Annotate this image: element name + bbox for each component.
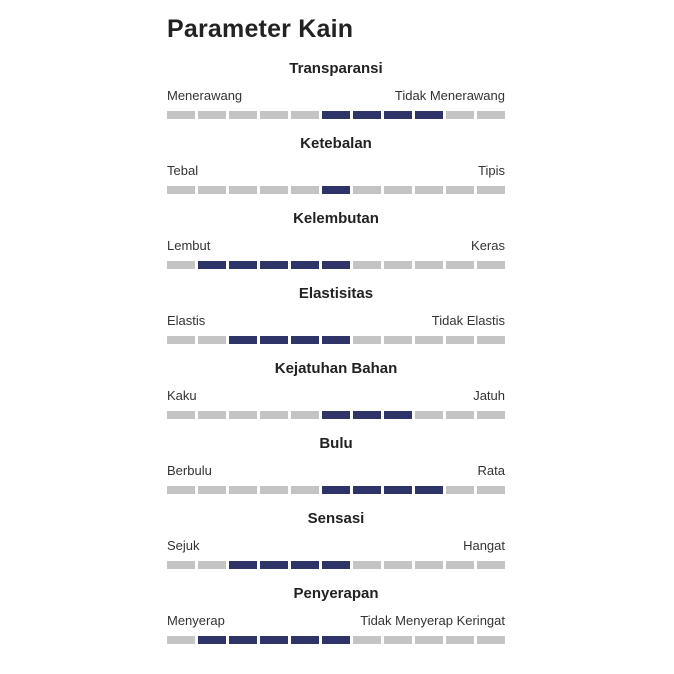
scale-segment xyxy=(167,261,195,269)
scale-segment-active xyxy=(322,336,350,344)
scale-segment-active xyxy=(322,636,350,644)
scale-labels xyxy=(167,313,505,331)
scale-segment xyxy=(198,336,226,344)
rating-scale xyxy=(167,636,505,644)
scale-label-right: Rata xyxy=(477,463,505,478)
scale-segment xyxy=(167,486,195,494)
scale-segment xyxy=(415,336,443,344)
parameter-name: Penyerapan xyxy=(293,585,379,602)
scale-segment-active xyxy=(260,261,288,269)
scale-segment xyxy=(477,186,505,194)
page-title: Parameter Kain xyxy=(167,15,354,43)
scale-segment-active xyxy=(260,636,288,644)
scale-segment-active xyxy=(229,561,257,569)
scale-segment xyxy=(384,186,412,194)
scale-segment xyxy=(167,411,195,419)
scale-segment xyxy=(446,411,474,419)
scale-segment xyxy=(446,486,474,494)
scale-segment xyxy=(229,111,257,119)
parameter-name: Kelembutan xyxy=(293,210,379,227)
scale-labels xyxy=(167,613,505,631)
scale-labels xyxy=(167,463,505,481)
scale-segment xyxy=(353,561,381,569)
scale-label-right: Hangat xyxy=(463,538,505,553)
scale-segment xyxy=(477,561,505,569)
scale-segment xyxy=(353,636,381,644)
scale-segment xyxy=(446,261,474,269)
scale-segment-active xyxy=(322,186,350,194)
scale-segment xyxy=(167,561,195,569)
scale-segment xyxy=(229,486,257,494)
scale-segment xyxy=(260,186,288,194)
scale-segment-active xyxy=(415,111,443,119)
parameter-row xyxy=(167,354,505,429)
scale-segment xyxy=(167,111,195,119)
scale-segment-active xyxy=(384,411,412,419)
parameter-name: Sensasi xyxy=(307,510,365,527)
scale-segment xyxy=(198,186,226,194)
scale-segment-active xyxy=(353,486,381,494)
scale-segment-active xyxy=(260,561,288,569)
scale-segment xyxy=(446,186,474,194)
scale-segment xyxy=(353,261,381,269)
scale-segment xyxy=(446,636,474,644)
scale-segment-active xyxy=(322,486,350,494)
scale-segment xyxy=(477,261,505,269)
scale-segment xyxy=(477,486,505,494)
scale-segment xyxy=(384,336,412,344)
scale-segment xyxy=(198,561,226,569)
parameter-name: Ketebalan xyxy=(300,135,372,152)
scale-label-left: Menerawang xyxy=(167,88,243,103)
scale-segment-active xyxy=(291,261,319,269)
scale-labels xyxy=(167,388,505,406)
scale-segment xyxy=(291,111,319,119)
scale-segment-active xyxy=(415,486,443,494)
scale-segment xyxy=(260,486,288,494)
scale-segment-active xyxy=(291,561,319,569)
scale-label-right: Jatuh xyxy=(473,388,505,403)
parameter-row xyxy=(167,579,505,654)
scale-label-right: Tipis xyxy=(478,163,505,178)
scale-segment xyxy=(477,411,505,419)
rating-scale xyxy=(167,486,505,494)
scale-segment-active xyxy=(260,336,288,344)
scale-segment xyxy=(291,411,319,419)
scale-label-right: Tidak Menyerap Keringat xyxy=(360,613,505,628)
scale-segment xyxy=(477,111,505,119)
scale-label-right: Keras xyxy=(471,238,505,253)
parameter-row xyxy=(167,279,505,354)
scale-segment xyxy=(446,336,474,344)
fabric-parameters-panel xyxy=(167,14,505,654)
scale-segment-active xyxy=(353,111,381,119)
scale-segment xyxy=(353,186,381,194)
scale-segment xyxy=(291,186,319,194)
scale-segment-active xyxy=(229,636,257,644)
scale-label-left: Berbulu xyxy=(167,463,212,478)
scale-segment xyxy=(229,186,257,194)
scale-segment xyxy=(167,336,195,344)
parameter-name: Transparansi xyxy=(289,60,383,77)
scale-labels xyxy=(167,238,505,256)
parameter-list xyxy=(167,54,505,654)
scale-segment-active xyxy=(384,486,412,494)
scale-label-left: Sejuk xyxy=(167,538,200,553)
scale-segment-active xyxy=(198,261,226,269)
scale-segment-active xyxy=(291,336,319,344)
scale-segment xyxy=(167,186,195,194)
scale-segment xyxy=(446,111,474,119)
scale-labels xyxy=(167,163,505,181)
scale-segment xyxy=(198,411,226,419)
scale-segment xyxy=(415,186,443,194)
scale-segment xyxy=(415,561,443,569)
scale-labels xyxy=(167,88,505,106)
scale-segment xyxy=(353,336,381,344)
scale-segment-active xyxy=(353,411,381,419)
scale-label-left: Tebal xyxy=(167,163,199,178)
scale-segment-active xyxy=(198,636,226,644)
scale-segment xyxy=(167,636,195,644)
rating-scale xyxy=(167,111,505,119)
scale-segment xyxy=(446,561,474,569)
scale-segment-active xyxy=(229,261,257,269)
scale-segment xyxy=(384,561,412,569)
parameter-row xyxy=(167,204,505,279)
scale-segment xyxy=(198,111,226,119)
scale-segment-active xyxy=(322,111,350,119)
rating-scale xyxy=(167,336,505,344)
scale-label-right: Tidak Menerawang xyxy=(394,88,505,103)
scale-label-left: Lembut xyxy=(167,238,211,253)
scale-segment xyxy=(260,111,288,119)
scale-segment xyxy=(198,486,226,494)
scale-segment xyxy=(477,636,505,644)
parameter-name: Elastisitas xyxy=(298,285,374,302)
scale-segment xyxy=(260,411,288,419)
scale-segment-active xyxy=(322,561,350,569)
scale-segment xyxy=(415,636,443,644)
scale-segment xyxy=(384,261,412,269)
scale-segment xyxy=(477,336,505,344)
scale-labels xyxy=(167,538,505,556)
rating-scale xyxy=(167,561,505,569)
parameter-row xyxy=(167,129,505,204)
scale-segment-active xyxy=(291,636,319,644)
parameter-name: Kejatuhan Bahan xyxy=(274,360,398,377)
scale-segment-active xyxy=(229,336,257,344)
scale-segment xyxy=(415,261,443,269)
scale-label-right: Tidak Elastis xyxy=(431,313,505,328)
scale-segment xyxy=(415,411,443,419)
scale-segment-active xyxy=(322,411,350,419)
rating-scale xyxy=(167,411,505,419)
scale-segment-active xyxy=(322,261,350,269)
parameter-name: Bulu xyxy=(319,435,353,452)
parameter-row xyxy=(167,54,505,129)
parameter-row xyxy=(167,504,505,579)
rating-scale xyxy=(167,261,505,269)
scale-segment xyxy=(291,486,319,494)
scale-label-left: Elastis xyxy=(167,313,206,328)
scale-label-left: Menyerap xyxy=(167,613,225,628)
scale-segment-active xyxy=(384,111,412,119)
scale-segment xyxy=(384,636,412,644)
rating-scale xyxy=(167,186,505,194)
parameter-row xyxy=(167,429,505,504)
scale-segment xyxy=(229,411,257,419)
scale-label-left: Kaku xyxy=(167,388,197,403)
